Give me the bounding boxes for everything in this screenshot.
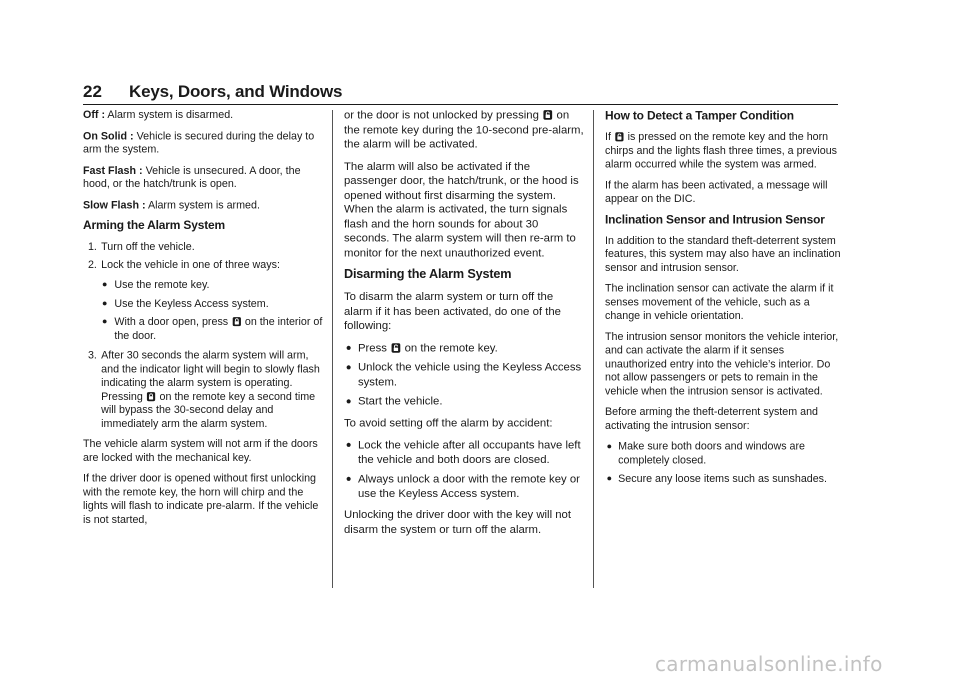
bullet-icon: ● (345, 342, 352, 353)
lock-methods-list (83, 278, 323, 342)
list-item (344, 472, 584, 501)
paragraph: The alarm will also be activated if the passenger door, the hatch/trunk, or the hood is opened without first disarming the system. When the alarm is activated, the turn signals flash and the horn sounds for about 30 seconds. The alarm system will then re-arm to monitor for the next unauthorized event. (344, 159, 579, 259)
paragraph: To avoid setting off the alarm by accident: (344, 415, 553, 429)
bullet-icon: ● (345, 473, 352, 485)
unlock-icon (615, 132, 624, 142)
list-item-text: Press (357, 340, 391, 354)
list-item (83, 296, 323, 310)
list-item-text: Always unlock a door with the remote key or use the Keyless Access system. (357, 471, 580, 500)
paragraph: The inclination sensor can activate the alarm if it senses movement of the vehicle, such as a change in vehicle orientation. (605, 281, 834, 322)
paragraph: If the driver door is opened without first unlocking with the remote key, the horn will chirp and the lights will flash to indicate pre-alarm. If the vehicle is not started, (83, 471, 319, 525)
page-header (83, 82, 838, 105)
list-item-text: Start the vehicle. (357, 394, 443, 408)
column-2 (344, 108, 584, 544)
column-3 (605, 108, 845, 492)
list-item-text: Use the Keyless Access system. (114, 296, 269, 309)
status-off (83, 108, 323, 122)
step-3 (83, 349, 323, 431)
status-desc: Alarm system is disarmed. (105, 108, 234, 121)
step-text: After 30 seconds the alarm system will arm, and the indicator light will begin to slowly flash indicating the alarm system is operating. Pressing (101, 348, 320, 403)
column-divider (593, 110, 594, 588)
unlock-icon (391, 342, 401, 352)
chapter-title: Keys, Doors, and Windows (129, 82, 343, 101)
arming-heading: Arming the Alarm System (83, 219, 225, 233)
paragraph-text: is pressed on the remote key and the horn chirps and the lights flash three times, a previous alarm occurred while the system was armed. (605, 130, 838, 170)
list-item-text: With a door open, press (114, 315, 232, 328)
arming-steps-cont (83, 349, 323, 431)
paragraph-text: If (605, 130, 614, 143)
list-item (344, 394, 584, 408)
list-item (344, 360, 584, 389)
avoid-alarm-list (344, 438, 584, 501)
lock-icon (147, 391, 156, 401)
bullet-icon: ● (606, 441, 613, 452)
watermark: carmanualsonline.info (655, 652, 883, 676)
disarm-methods-list (344, 341, 584, 409)
step-text: on the remote key a second time will bypass the 30-second delay and immediately arm the alarm system. (101, 389, 316, 430)
status-term: Slow Flash : (83, 198, 146, 211)
list-item (83, 315, 323, 342)
lock-icon (232, 317, 241, 327)
bullet-icon: ● (345, 396, 352, 407)
paragraph (344, 108, 584, 151)
status-desc: Alarm system is armed. (145, 198, 260, 211)
step-text: Lock the vehicle in one of three ways: (101, 257, 280, 271)
arming-steps (83, 240, 323, 271)
status-term: Off : (83, 108, 106, 121)
status-fast-flash (83, 164, 323, 191)
before-arming-list (605, 440, 845, 486)
bullet-icon: ● (101, 298, 108, 308)
paragraph: Before arming the theft-deterrent system and activating the intrusion sensor: (605, 405, 818, 432)
paragraph: To disarm the alarm system or turn off the alarm if it has been activated, do one of the following: (344, 289, 561, 332)
bullet-icon: ● (101, 316, 108, 327)
column-divider (332, 110, 333, 588)
step-number: 1. (87, 239, 97, 253)
status-term: Fast Flash : (83, 163, 143, 177)
list-item-text: Secure any loose items such as sunshades. (618, 471, 828, 485)
list-item (605, 472, 845, 486)
list-item-text: Unlock the vehicle using the Keyless Access system. (357, 360, 582, 388)
list-item (605, 440, 845, 467)
paragraph: The intrusion sensor monitors the vehicle interior, and can activate the alarm if it senses unauthorized entry into the vehicle’s interior. Do not allow passengers or pets to remain in the vehicle when the intrusion sensor is activated. (605, 329, 839, 397)
bullet-icon: ● (345, 361, 352, 373)
status-desc: Vehicle is secured during the delay to arm the system. (83, 129, 315, 156)
status-term: On Solid : (83, 129, 134, 142)
list-item (83, 278, 323, 292)
tamper-heading: How to Detect a Tamper Condition (605, 109, 794, 123)
paragraph: In addition to the standard theft-deterrent system features, this system may also have an inclination sensor and intrusion sensor. (605, 233, 841, 274)
sensor-heading: Inclination Sensor and Intrusion Sensor (605, 212, 825, 227)
list-item (344, 341, 584, 355)
bullet-icon: ● (345, 439, 352, 451)
list-item (344, 438, 584, 467)
status-on-solid (83, 129, 323, 156)
page-number: 22 (83, 82, 102, 101)
step-text: Turn off the vehicle. (101, 239, 195, 253)
step-number: 3. (87, 348, 97, 362)
paragraph-text: or the door is not unlocked by pressing (344, 108, 543, 122)
step-number: 2. (87, 257, 97, 271)
status-slow-flash (83, 198, 323, 212)
paragraph (605, 130, 845, 171)
paragraph: If the alarm has been activated, a message will appear on the DIC. (605, 178, 828, 205)
bullet-icon: ● (606, 473, 613, 484)
list-item-text: Lock the vehicle after all occupants have left the vehicle and both doors are closed. (357, 437, 581, 466)
status-desc: Vehicle is unsecured. A door, the hood, or the hatch/trunk is open. (83, 163, 301, 190)
paragraph-text: on the remote key during the 10-second pre-alarm, the alarm will be activated. (344, 108, 584, 150)
paragraph: The vehicle alarm system will not arm if the doors are locked with the mechanical key. (83, 437, 318, 464)
step-2 (83, 258, 323, 272)
step-1 (83, 240, 323, 254)
list-item-text: Use the remote key. (114, 277, 210, 291)
paragraph: Unlocking the driver door with the key will not disarm the system or turn off the alarm. (344, 507, 572, 536)
list-item-text: Make sure both doors and windows are completely closed. (618, 439, 805, 466)
bullet-icon: ● (101, 279, 108, 290)
unlock-icon (543, 110, 553, 120)
column-1 (83, 108, 323, 534)
list-item-text: on the remote key. (401, 340, 498, 354)
list-item-text: on the interior of the door. (114, 315, 323, 341)
disarming-heading: Disarming the Alarm System (344, 267, 512, 282)
